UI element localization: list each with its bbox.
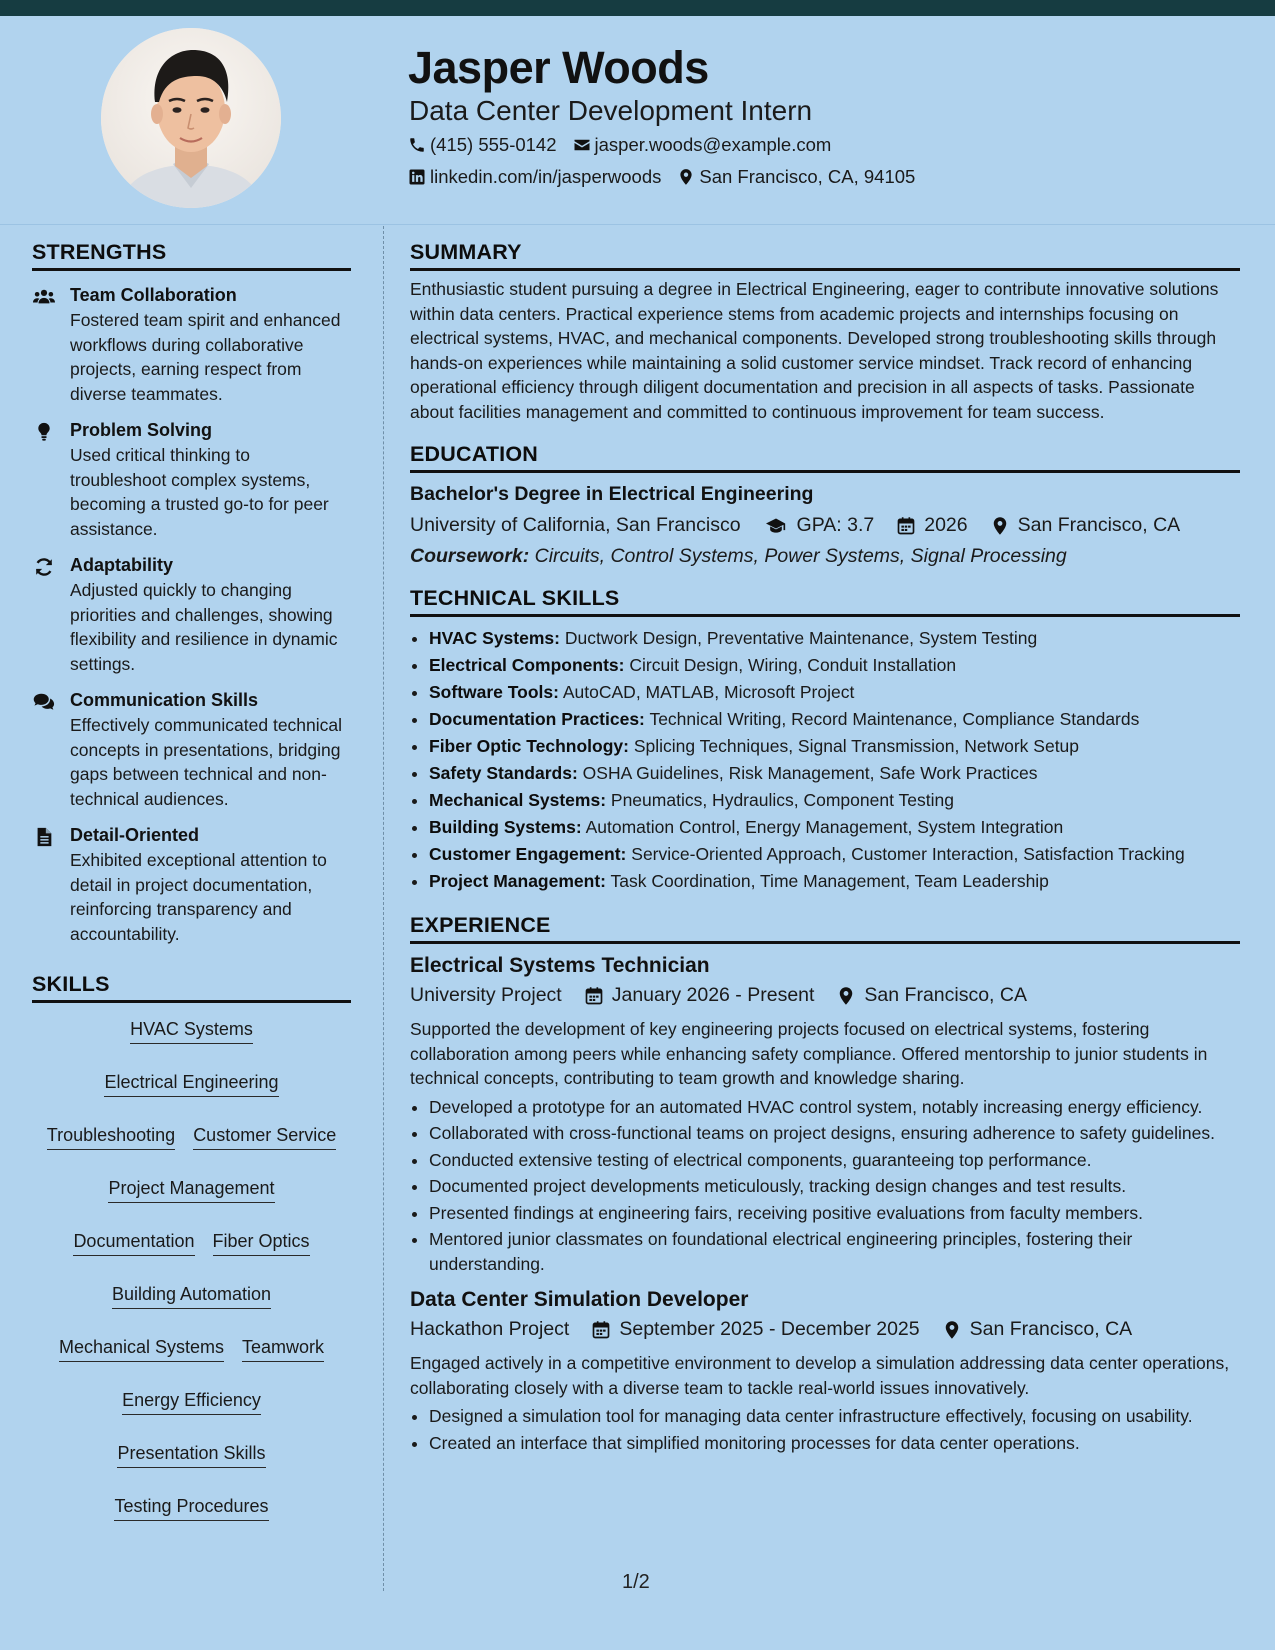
job-bullets [410, 1095, 1240, 1277]
skill-values: Pneumatics, Hydraulics, Component Testing [610, 790, 954, 810]
strengths-heading: STRENGTHS [32, 240, 351, 271]
skill-tag: Electrical Engineering [104, 1072, 278, 1097]
strength-desc: Used critical thinking to troubleshoot complex systems, becoming a trusted go-to for peer assistance. [70, 445, 329, 539]
strength-title: Detail-Oriented [70, 825, 200, 845]
calendar-icon [896, 516, 916, 536]
education-heading: EDUCATION [410, 442, 1240, 473]
list-item: • Designed a simulation tool for managing data center infrastructure effectively, focusing on usability. [429, 1404, 1240, 1429]
map-pin-icon [990, 516, 1010, 536]
calendar-icon [591, 1320, 611, 1340]
strength-desc: Exhibited exceptional attention to detail in project documentation, reinforcing transparency and accountability. [70, 850, 327, 944]
document-icon [33, 827, 55, 847]
skill-tag: Mechanical Systems [59, 1337, 224, 1362]
list-item: • Mentored junior classmates on foundational electrical engineering principles, fostering their understanding. [429, 1227, 1240, 1276]
skill-category: Mechanical Systems: [429, 790, 607, 810]
list-item [429, 652, 1240, 679]
header-divider [0, 224, 1275, 225]
skill-category: Safety Standards: [429, 763, 578, 783]
job-dates: January 2026 - Present [611, 984, 815, 1006]
contact-row-1 [408, 134, 831, 156]
skill-values: Technical Writing, Record Maintenance, Compliance Standards [649, 709, 1140, 729]
skill-tag: Building Automation [112, 1284, 271, 1309]
list-item [429, 841, 1240, 868]
skill-category: Customer Engagement: [429, 844, 627, 864]
contact-location [677, 166, 915, 188]
job-org: University Project [410, 984, 562, 1006]
job-location: San Francisco, CA [969, 1318, 1133, 1340]
list-item: • Collaborated with cross-functional teams on project designs, ensuring adherence to safety guidelines. [429, 1121, 1240, 1146]
phone-icon [408, 136, 426, 154]
skill-values: Circuit Design, Wiring, Conduit Installation [629, 655, 957, 675]
linkedin-text[interactable]: linkedin.com/in/jasperwoods [430, 166, 662, 187]
school-name: University of California, San Francisco [410, 514, 741, 536]
calendar-icon [584, 986, 604, 1006]
strength-title: Adaptability [70, 555, 174, 575]
job-location: San Francisco, CA [864, 984, 1027, 1006]
job-org: Hackathon Project [410, 1318, 570, 1340]
column-divider [383, 226, 384, 1591]
list-item [429, 760, 1240, 787]
strength-item [32, 690, 351, 811]
skill-values: Splicing Techniques, Signal Transmission, Network Setup [633, 736, 1080, 756]
skill-category: Building Systems: [429, 817, 582, 837]
contact-row-2 [408, 166, 915, 188]
list-item [429, 787, 1240, 814]
right-column [410, 240, 1240, 1457]
technical-skills-list [410, 625, 1240, 895]
skill-category: Electrical Components: [429, 655, 625, 675]
skills-list [32, 1019, 351, 1521]
location-text: San Francisco, CA, 94105 [699, 166, 916, 187]
skill-values: AutoCAD, MATLAB, Microsoft Project [562, 682, 855, 702]
gpa-text: GPA: 3.7 [796, 514, 875, 536]
graduation-cap-icon [763, 516, 789, 536]
page-number: 1/2 [622, 1571, 650, 1593]
list-item [429, 868, 1240, 895]
sync-icon [33, 557, 55, 577]
skill-values: OSHA Guidelines, Risk Management, Safe Work Practices [582, 763, 1038, 783]
profile-photo [101, 28, 281, 208]
graduation-year: 2026 [924, 514, 968, 536]
job-title: Electrical Systems Technician [410, 954, 710, 977]
summary-text: Enthusiastic student pursuing a degree in Electrical Engineering, eager to contribute innovative solutions within data centers. Practical experience stems from academic projects and internships focusing on electrical systems, HVAC, and mechanical components. Developed strong troubleshooting skills through hands-on experiences while maintaining a solid customer service mindset. Track record of enhancing operational efficiency through diligent documentation and precision in all aspects of tasks. Passionate about facilities management and committed to continuous improvement for team success. [410, 279, 1219, 422]
job-bullets [410, 1404, 1240, 1455]
list-item [429, 814, 1240, 841]
users-icon [33, 287, 55, 307]
envelope-icon [573, 136, 591, 154]
skill-tag: Fiber Optics [213, 1231, 310, 1256]
skill-tag: HVAC Systems [130, 1019, 253, 1044]
job-meta [410, 1318, 1240, 1341]
contact-email[interactable] [573, 134, 832, 156]
email-text[interactable]: jasper.woods@example.com [594, 134, 832, 155]
map-pin-icon [942, 1320, 962, 1340]
skill-values: Service-Oriented Approach, Customer Interaction, Satisfaction Tracking [631, 844, 1185, 864]
skill-values: Task Coordination, Time Management, Team Leadership [610, 871, 1049, 891]
list-item: • Documented project developments meticulously, tracking design changes and test results. [429, 1174, 1240, 1199]
strength-item [32, 285, 351, 406]
skill-tag: Energy Efficiency [122, 1390, 261, 1415]
phone-text: (415) 555-0142 [430, 134, 557, 155]
strength-item [32, 825, 351, 946]
linkedin-icon [408, 168, 426, 186]
map-pin-icon [836, 986, 856, 1006]
left-column [32, 240, 351, 1521]
summary-heading: SUMMARY [410, 240, 1240, 271]
top-accent-bar [0, 0, 1275, 16]
list-item: • Presented findings at engineering fairs, receiving positive evaluations from faculty members. [429, 1201, 1240, 1226]
skill-category: Fiber Optic Technology: [429, 736, 629, 756]
degree-title: Bachelor's Degree in Electrical Engineering [410, 483, 814, 505]
coursework-list: Circuits, Control Systems, Power Systems, Signal Processing [534, 545, 1067, 567]
skill-tag: Project Management [108, 1178, 274, 1203]
contact-phone [408, 134, 557, 156]
skill-tag: Documentation [73, 1231, 194, 1256]
candidate-title: Data Center Development Intern [409, 95, 813, 126]
strength-item [32, 555, 351, 676]
job-summary: Engaged actively in a competitive environment to develop a simulation addressing data center operations, collaborating closely with a diverse team to tackle real-world issues innovatively. [410, 1353, 1230, 1398]
experience-heading: EXPERIENCE [410, 913, 1240, 944]
skill-category: HVAC Systems: [429, 628, 560, 648]
coursework [410, 545, 1240, 568]
education-location: San Francisco, CA [1017, 514, 1181, 536]
list-item [429, 679, 1240, 706]
skill-values: Ductwork Design, Preventative Maintenance, System Testing [564, 628, 1038, 648]
strength-title: Communication Skills [70, 690, 259, 710]
strength-title: Problem Solving [70, 420, 213, 440]
job-dates: September 2025 - December 2025 [619, 1318, 920, 1340]
comments-icon [33, 692, 55, 712]
education-meta [410, 514, 1240, 537]
contact-linkedin[interactable] [408, 166, 661, 188]
strength-desc: Effectively communicated technical concepts in presentations, bridging gaps between technical and non-technical audiences. [70, 715, 343, 809]
skill-tag: Presentation Skills [117, 1443, 265, 1468]
skill-tag: Troubleshooting [47, 1125, 175, 1150]
list-item: • Developed a prototype for an automated HVAC control system, notably increasing energy efficiency. [429, 1095, 1240, 1120]
map-pin-icon [677, 168, 695, 186]
list-item [429, 706, 1240, 733]
avatar [101, 28, 281, 208]
strength-item [32, 420, 351, 541]
skill-values: Automation Control, Energy Management, System Integration [585, 817, 1064, 837]
technical-skills-heading: TECHNICAL SKILLS [410, 586, 1240, 617]
list-item [429, 733, 1240, 760]
skill-category: Software Tools: [429, 682, 559, 702]
job-title: Data Center Simulation Developer [410, 1288, 749, 1311]
candidate-name: Jasper Woods [408, 42, 709, 93]
skill-category: Documentation Practices: [429, 709, 645, 729]
strength-desc: Fostered team spirit and enhanced workflows during collaborative projects, earning respect from diverse teammates. [70, 310, 341, 404]
strength-title: Team Collaboration [70, 285, 237, 305]
job-meta [410, 984, 1240, 1007]
skill-category: Project Management: [429, 871, 606, 891]
list-item: • Conducted extensive testing of electrical components, guaranteeing top performance. [429, 1148, 1240, 1173]
skill-tag: Testing Procedures [114, 1496, 268, 1521]
lightbulb-icon [33, 422, 55, 442]
coursework-label: Coursework: [410, 545, 530, 567]
list-item: • Created an interface that simplified monitoring processes for data center operations. [429, 1431, 1240, 1456]
skill-tag: Customer Service [193, 1125, 336, 1150]
skill-tag: Teamwork [242, 1337, 324, 1362]
job-summary: Supported the development of key engineering projects focused on electrical systems, fostering collaboration among peers while enhancing safety compliance. Offered mentorship to junior students in technical concepts, contributing to team growth and knowledge sharing. [410, 1019, 1208, 1088]
list-item [429, 625, 1240, 652]
skills-heading: SKILLS [32, 972, 351, 1003]
strength-desc: Adjusted quickly to changing priorities and challenges, showing flexibility and resilience in dynamic settings. [70, 580, 338, 674]
